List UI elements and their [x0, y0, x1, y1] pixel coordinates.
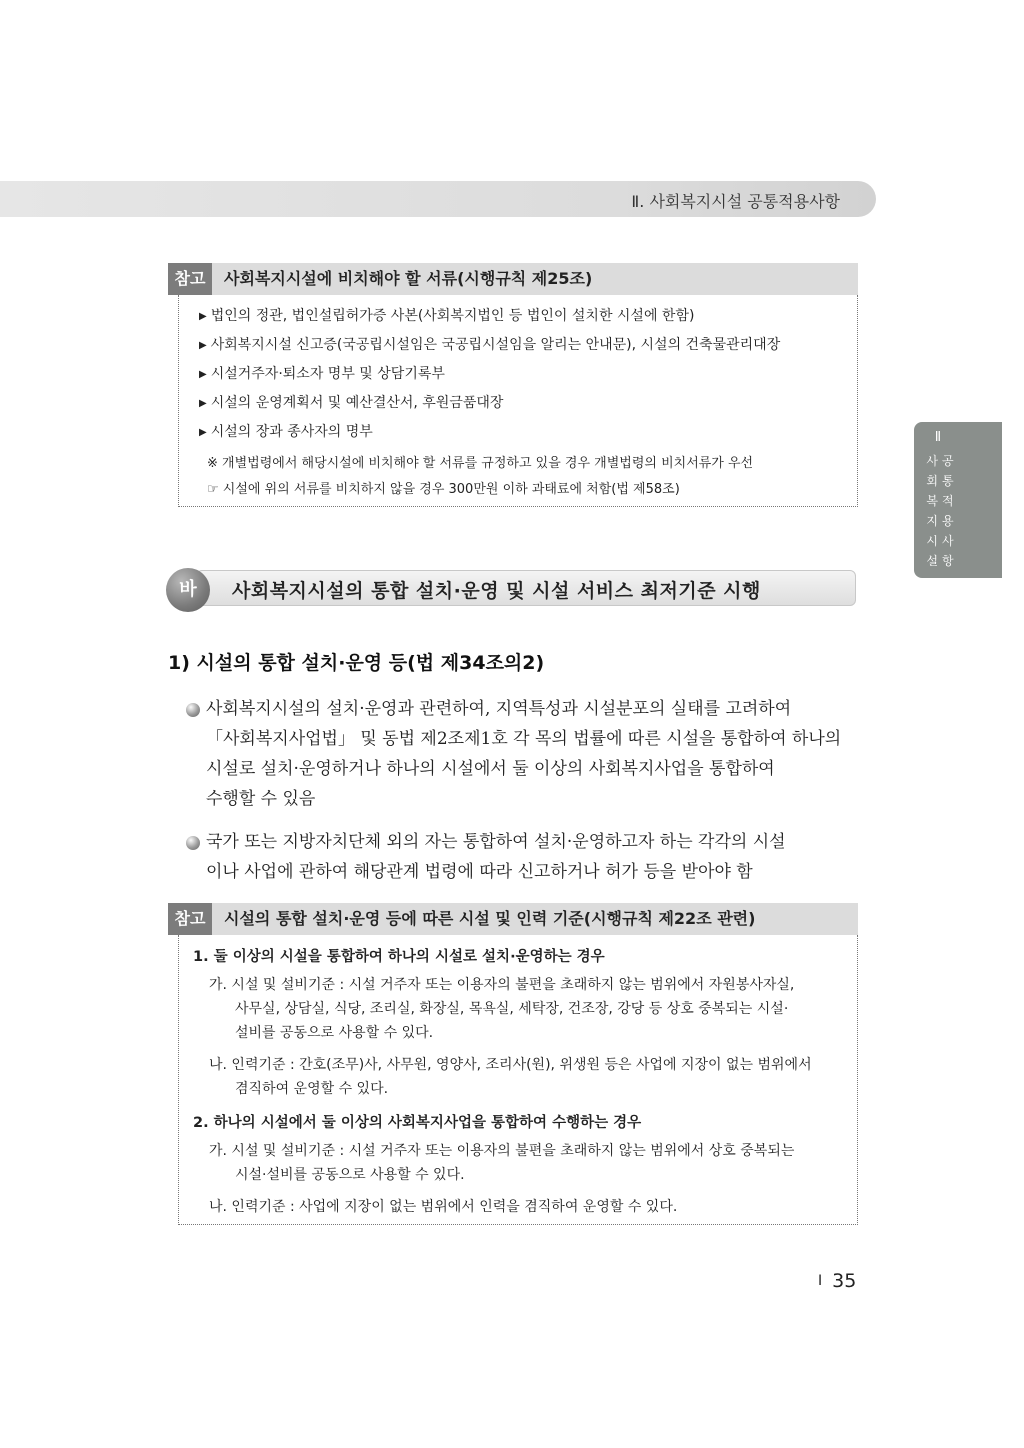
section-heading: [166, 568, 858, 608]
bullet-icon: [186, 703, 200, 717]
body-paragraph: 국가 또는 지방자치단체 외의 자는 통합하여 설치·운영하고자 하는 각각의 시설 이나 사업에 관하여 해당관계 법령에 따라 신고하거나 허가 등을 받아야 함: [206, 832, 786, 882]
list-item: ▶ 사회복지시설 신고증(국공립시설임은 국공립시설임을 알리는 안내문), 시설의 건축물관리대장: [199, 337, 781, 353]
standard-subitem: 나. 인력기준 : 간호(조무)사, 사무원, 영양사, 조리사(원), 위생원 등은 사업에 지장이 없는 범위에서 겸직하여 운영할 수 있다.: [209, 1057, 812, 1097]
section-title: 사회복지시설의 통합 설치·운영 및 시설 서비스 최저기준 시행: [232, 580, 761, 602]
side-tab-line: 복적: [926, 494, 958, 508]
reference-box-body: [178, 295, 858, 507]
list-item: ▶ 시설의 장과 종사자의 명부: [199, 424, 373, 440]
side-tab-line: 시사: [926, 534, 958, 548]
reference-tag: 참고: [168, 263, 212, 295]
standard-subitem: 가. 시설 및 설비기준 : 시설 거주자 또는 이용자의 불편을 초래하지 않는 범위에서 상호 중복되는 시설·설비를 공동으로 사용할 수 있다.: [209, 1143, 795, 1183]
running-header-title: Ⅱ. 사회복지시설 공통적용사항: [631, 192, 840, 211]
reference-box-header: [168, 903, 858, 935]
side-tab-line: 사공: [926, 454, 958, 468]
side-tab-line: 회통: [926, 474, 958, 488]
reference-box-header: [168, 263, 858, 295]
body-paragraph: 사회복지시설의 설치·운영과 관련하여, 지역특성과 시설분포의 실태를 고려하여 「사회복지사업법」 및 동법 제2조제1호 각 목의 법률에 따른 시설을 통합하여 하나의 시설로 설치·운영하거나 하나의 시설에서 둘 이상의 사회복지사업을 통합하여 수행할 수 있음: [206, 699, 842, 809]
note-text: ☞ 시설에 위의 서류를 비치하지 않을 경우 300만원 이하 과태료에 처함(법 제58조): [207, 482, 680, 497]
reference-box-documents: [168, 263, 858, 507]
side-tab-line: 설항: [926, 554, 958, 568]
subsection-title: 1) 시설의 통합 설치·운영 등(법 제34조의2): [168, 652, 545, 674]
reference-box-integration-standards: [168, 903, 858, 1225]
side-tab-line: 지용: [926, 514, 958, 528]
section-badge: 바: [166, 568, 210, 612]
reference-box-body: [178, 935, 858, 1225]
bullet-icon: [186, 836, 200, 850]
chapter-side-tab: [914, 422, 1002, 578]
standard-subitem: 나. 인력기준 : 사업에 지장이 없는 범위에서 인력을 겸직하여 운영할 수 있다.: [209, 1199, 678, 1215]
reference-tag: 참고: [168, 903, 212, 935]
side-tab-roman: Ⅱ: [934, 430, 942, 445]
reference-title: 사회복지시설에 비치해야 할 서류(시행규칙 제25조): [224, 269, 593, 288]
list-item: ▶ 법인의 정관, 법인설립허가증 사본(사회복지법인 등 법인이 설치한 시설에 한함): [199, 308, 695, 324]
list-item: ▶ 시설의 운영계획서 및 예산결산서, 후원금품대장: [199, 395, 504, 411]
reference-title: 시설의 통합 설치·운영 등에 따른 시설 및 인력 기준(시행규칙 제22조 관련): [224, 909, 756, 928]
note-text: ※ 개별법령에서 해당시설에 비치해야 할 서류를 규정하고 있을 경우 개별법령의 비치서류가 우선: [207, 456, 754, 471]
page-number: I 35: [818, 1270, 857, 1292]
standard-item-title: 2. 하나의 시설에서 둘 이상의 사회복지사업을 통합하여 수행하는 경우: [193, 1115, 642, 1131]
running-header: [0, 181, 876, 217]
list-item: ▶ 시설거주자·퇴소자 명부 및 상담기록부: [199, 366, 445, 382]
standard-item-title: 1. 둘 이상의 시설을 통합하여 하나의 시설로 설치·운영하는 경우: [193, 949, 605, 965]
standard-subitem: 가. 시설 및 설비기준 : 시설 거주자 또는 이용자의 불편을 초래하지 않는 범위에서 자원봉사자실, 사무실, 상담실, 식당, 조리실, 화장실, 목욕실, 세탁장, 건조장, 강당 등 상호 중복되는 시설· 설비를 공동으로 사용할 수 있다.: [209, 977, 795, 1041]
